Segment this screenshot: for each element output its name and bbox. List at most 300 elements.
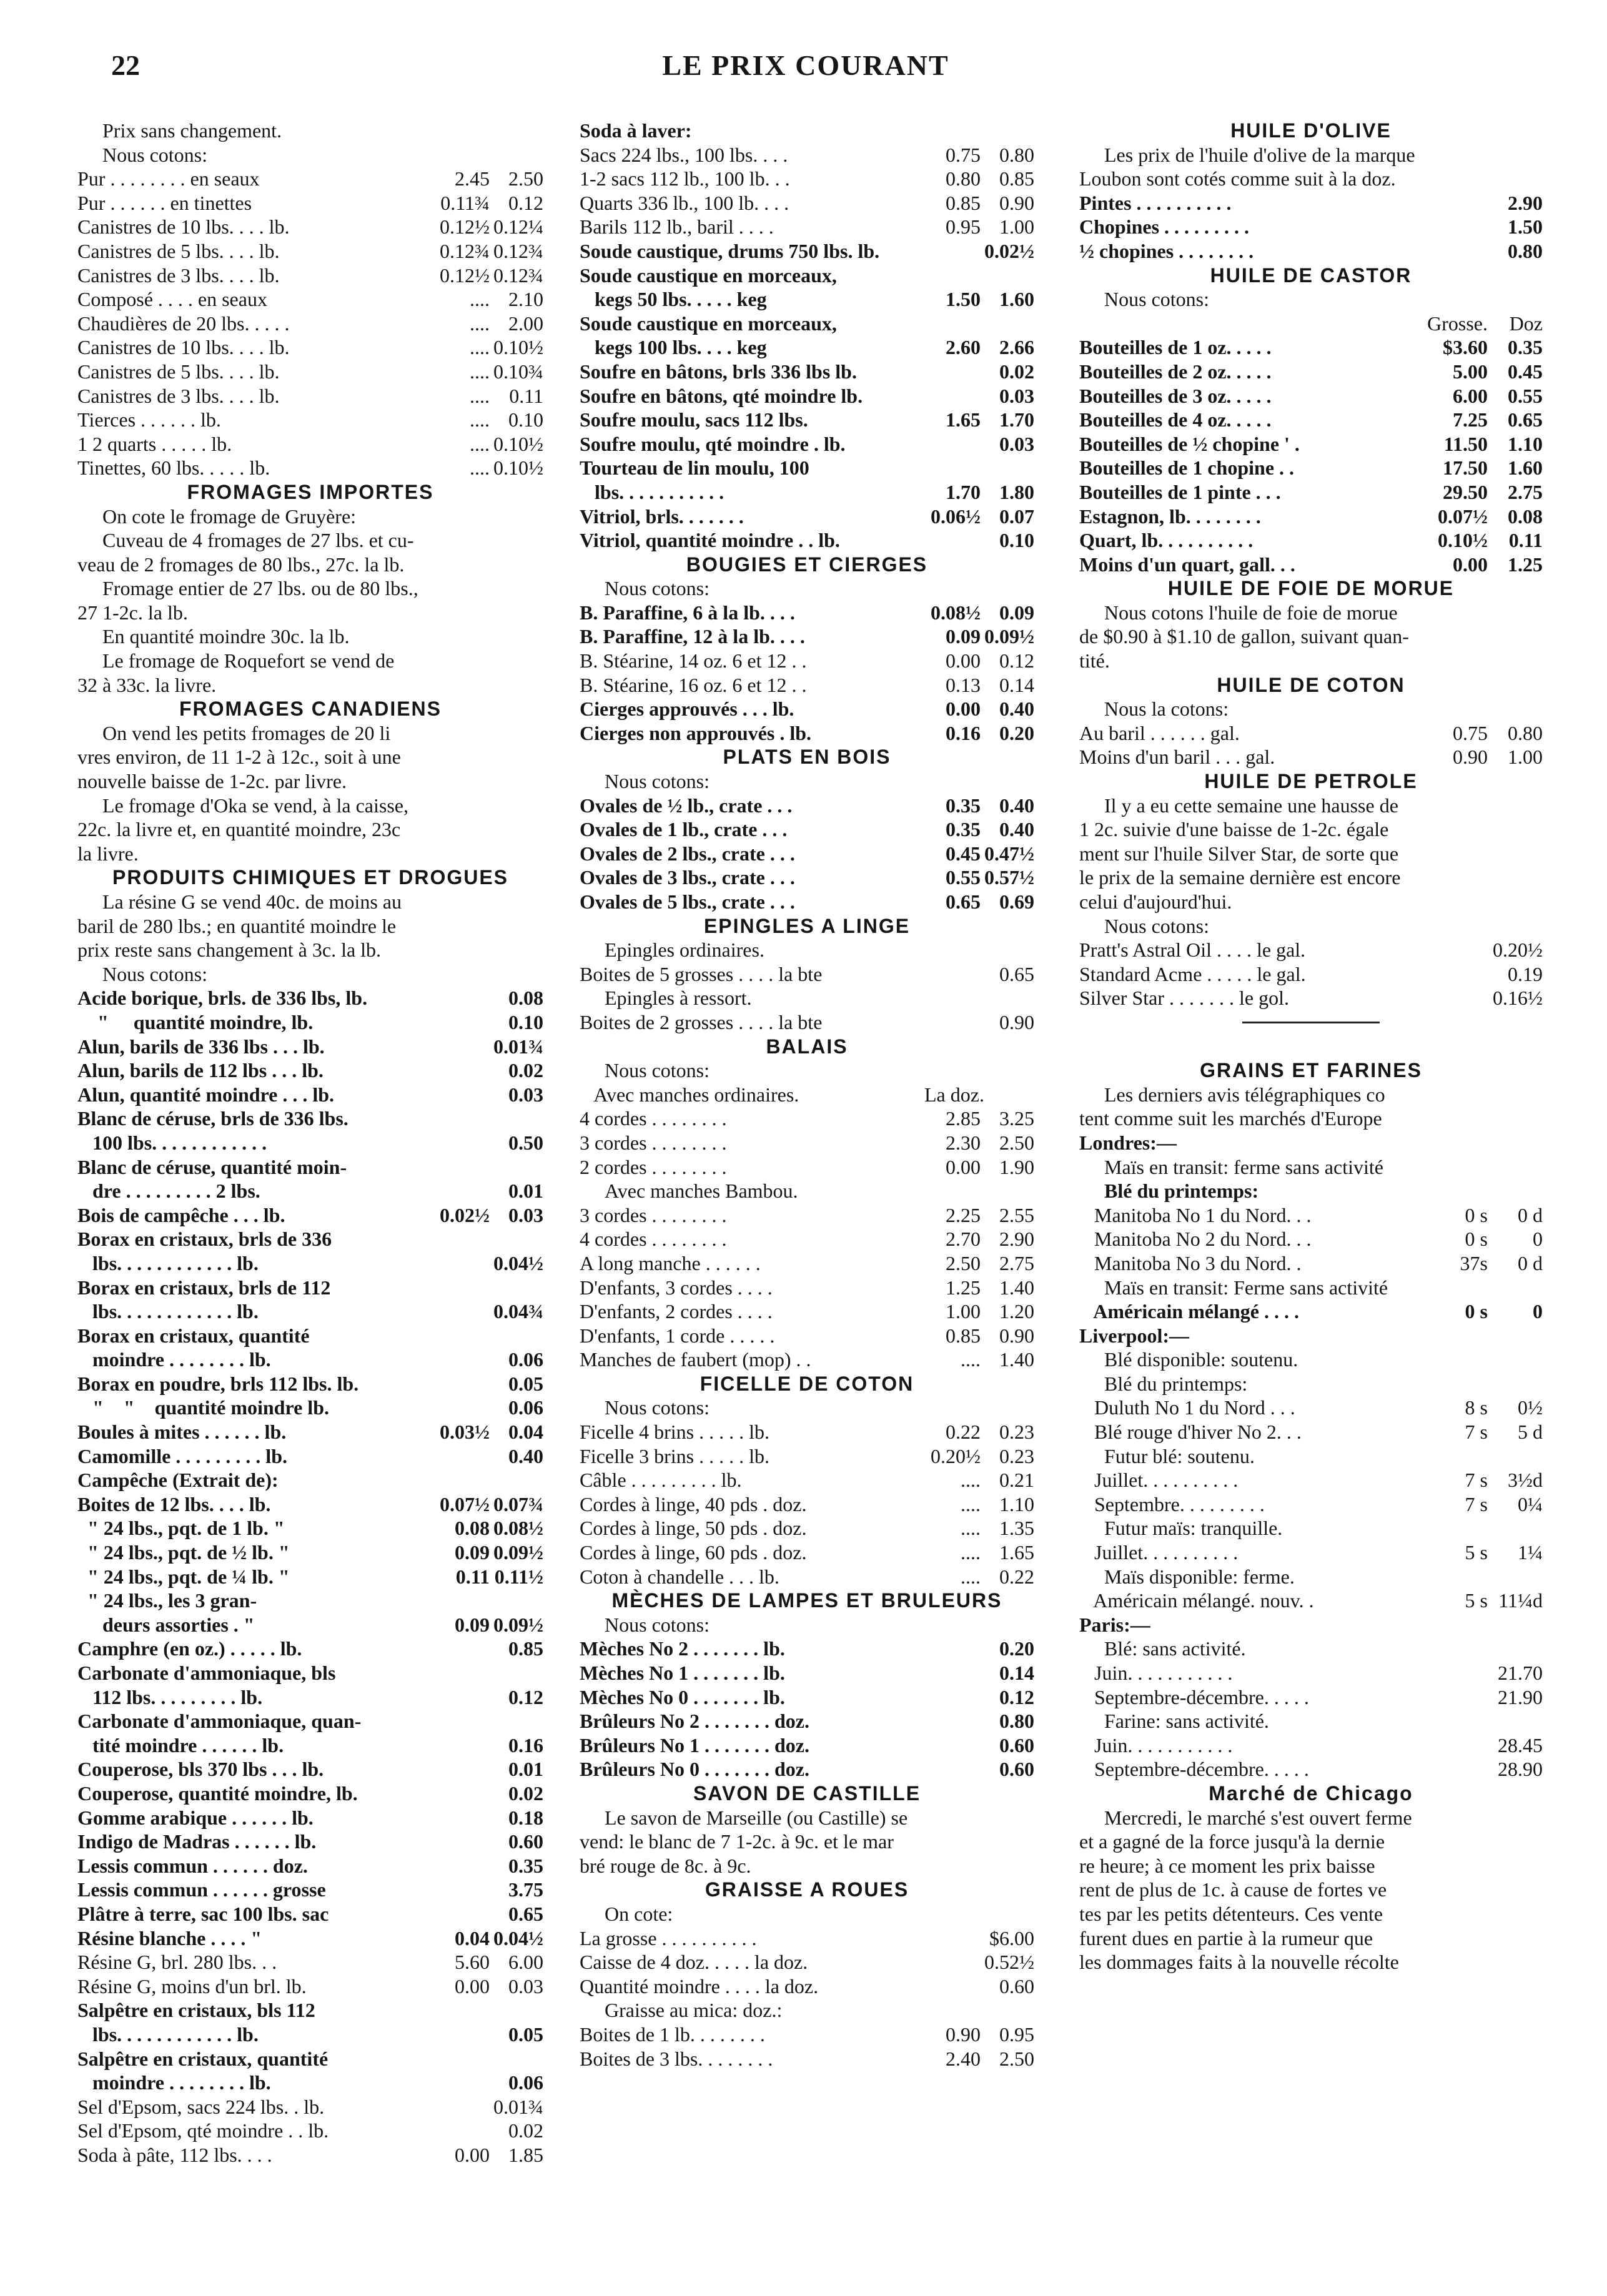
item-label: " 24 lbs., pqt. de ½ lb. " [77,1541,290,1564]
item-label: kegs 50 lbs. . . . . keg [580,288,767,311]
price-row [77,1637,543,1661]
item-label: Septembre. . . . . . . . . [1079,1492,1265,1515]
section-heading: GRAINS ET FARINES [1200,1059,1422,1082]
price-high: 0.08½ [493,1517,543,1540]
price-row [580,601,1034,625]
price-row [77,1492,543,1517]
price-row [77,1251,543,1276]
price-row [77,1854,543,1878]
price-row [580,1010,1034,1035]
price-low: 0.00 [455,1974,490,1998]
price-high: 1.10 [1508,432,1543,455]
item-label: Tourteau de lin moulu, 100 [580,456,809,480]
item-label: Boites de 12 lbs. . . . lb. [77,1492,271,1515]
price-high: 0 [1533,1300,1543,1323]
price-low: 0.80 [946,167,981,190]
price-row [77,1613,543,1637]
text-line: tent comme suit les marchés d'Europe [1079,1107,1382,1130]
price-low: 6.00 [1453,384,1488,407]
price-high: 0.12 [508,1685,543,1708]
text-line: Blé disponible: soutenu. [1104,1348,1298,1371]
price-high: 28.90 [1498,1758,1543,1781]
price-row [77,1010,543,1035]
price-low: .... [961,1469,981,1492]
price-high: 2.66 [999,336,1034,359]
price-high: 3½d [1508,1469,1543,1492]
text-line: Blé du printemps: [1104,1372,1248,1395]
text-line: vres environ, de 11 1-2 à 12c., soit à une [77,746,401,769]
price-row [580,624,1034,649]
item-label: Caisse de 4 doz. . . . . la doz. [580,1951,808,1974]
text-line: les dommages faits à la nouvelle récolte [1079,1951,1399,1974]
item-label: Couperose, quantité moindre, lb. [77,1781,358,1805]
price-low: .... [961,1565,981,1588]
price-row [77,1420,543,1444]
text-line: de $0.90 à $1.10 de gallon, suivant quan- [1079,625,1409,648]
item-label: Canistres de 3 lbs. . . . lb. [77,264,280,287]
price-row [77,2143,543,2167]
item-label: Brûleurs No 2 . . . . . . . doz. [580,1710,809,1733]
price-row [77,1058,543,1083]
price-row [77,1830,543,1854]
price-high: 0.20 [999,721,1034,744]
price-row [1079,1227,1543,1251]
price-row [77,1709,543,1733]
text-line: Loubon sont cotés comme suit à la doz. [1079,167,1396,190]
price-row [77,264,543,288]
price-low: 0.09 [455,1613,490,1636]
price-high: 0.12¾ [493,264,543,287]
price-low: 0.00 [946,697,981,721]
price-row [77,1131,543,1155]
price-row [580,1540,1034,1565]
price-low: 1.70 [946,480,981,503]
section-heading: PLATS EN BOIS [723,746,891,769]
price-low: 0.12½ [440,264,490,287]
price-high: 0.03 [508,1974,543,1998]
price-low: 0.45 [946,842,981,865]
text-line: Farine: sans activité. [1104,1710,1269,1733]
text-line: rent de plus de 1c. à cause de fortes ve [1079,1878,1387,1901]
text-line: nouvelle baisse de 1-2c. par livre. [77,770,347,793]
item-label: Boules à mites . . . . . . lb. [77,1421,287,1444]
item-label: Ovales de ½ lb., crate . . . [580,794,793,817]
price-high: 2.50 [999,2047,1034,2070]
price-high: 1.85 [508,2143,543,2166]
price-high: 1.00 [1508,746,1543,769]
price-low: 7 s [1465,1421,1488,1444]
price-high: 0 d [1518,1251,1543,1274]
item-label: Standard Acme . . . . . le gal. [1079,962,1306,985]
price-high: 0.85 [508,1637,543,1660]
price-low: 0.03½ [440,1421,490,1444]
price-row [77,2071,543,2095]
price-high: 2.75 [999,1251,1034,1274]
price-row [77,1444,543,1469]
price-row [580,191,1034,215]
price-high: 28.45 [1498,1733,1543,1756]
text-line: Nous cotons l'huile de foie de morue [1104,601,1398,624]
item-label: Manitoba No 1 du Nord. . . [1079,1203,1312,1226]
price-low: 2.45 [455,167,490,190]
price-row [1079,312,1543,336]
item-label: 3 cordes . . . . . . . . [580,1203,727,1226]
price-row [77,1565,543,1589]
price-high: 0¼ [1518,1492,1543,1515]
price-low: 5.00 [1453,360,1488,383]
item-label: moindre . . . . . . . . lb. [77,2071,271,2094]
item-label: Mèches No 1 . . . . . . . lb. [580,1662,785,1684]
price-high: 0.95 [999,2023,1034,2046]
price-low: 0.07½ [1438,505,1488,528]
price-high: 0.02 [508,1059,543,1082]
price-row [77,287,543,312]
item-label: Camphre (en oz.) . . . . . lb. [77,1637,302,1660]
price-row [580,649,1034,673]
price-row [77,1106,543,1131]
price-high: 5 d [1518,1421,1543,1444]
text-line: furent dues en partie à la rumeur que [1079,1926,1373,1949]
price-low: 0.00 [455,2143,490,2166]
item-label: Alun, barils de 112 lbs . . . lb. [77,1059,324,1082]
price-high: 0.65 [999,962,1034,985]
price-row [77,1035,543,1059]
price-row [580,1324,1034,1348]
section-heading: FROMAGES CANADIENS [179,697,442,721]
price-low: 2.30 [946,1131,981,1154]
item-label: Cordes à linge, 40 pds . doz. [580,1492,807,1515]
price-row [1079,432,1543,456]
price-high: 0.10½ [493,456,543,480]
section-heading: HUILE DE COTON [1217,673,1405,696]
section-heading: HUILE DE FOIE DE MORUE [1167,577,1455,600]
price-row [77,986,543,1010]
item-label: Canistres de 10 lbs. . . . lb. [77,215,290,239]
price-high: 1.60 [999,288,1034,311]
price-high: 1.25 [1508,553,1543,576]
price-row [580,456,1034,480]
price-high: 0.80 [1508,721,1543,744]
item-label: Boites de 1 lb. . . . . . . . [580,2023,765,2046]
price-high: 0.18 [508,1806,543,1829]
price-low: 7 s [1465,1492,1488,1515]
item-label: Soude caustique, drums 750 lbs. lb. [580,239,880,262]
price-row [1079,1299,1543,1324]
price-high: 0.04 [508,1421,543,1444]
text-line: la livre. [77,842,139,865]
price-low: 0.75 [1453,721,1488,744]
item-label: Boites de 3 lbs. . . . . . . . [580,2047,773,2070]
item-label: Tinettes, 60 lbs. . . . . lb. [77,456,270,480]
text-line: Paris:— [1079,1613,1150,1636]
item-label: 2 cordes . . . . . . . . [580,1155,727,1178]
item-label: Tierces . . . . . . lb. [77,408,221,431]
price-high: 0.08 [508,987,543,1010]
price-high: 0.10 [999,529,1034,552]
item-label: Boites de 2 grosses . . . . la bte [580,1010,823,1033]
item-label: Lessis commun . . . . . . doz. [77,1854,308,1877]
item-label: 1-2 sacs 112 lb., 100 lb. . . [580,167,790,190]
price-row [580,1565,1034,1589]
price-high: 1.10 [999,1492,1034,1515]
item-label: Bouteilles de 1 oz. . . . . [1079,336,1272,359]
price-high: 1¼ [1518,1541,1543,1564]
text-line: 32 à 33c. la livre. [77,673,217,696]
item-label: Avec manches ordinaires. [580,1083,799,1106]
price-row [1079,191,1543,215]
price-high: 0.14 [999,1662,1034,1684]
section-heading: HUILE DE CASTOR [1210,264,1412,287]
item-label: Ficelle 3 brins . . . . . lb. [580,1444,769,1467]
text-line: Les prix de l'huile d'olive de la marque [1104,143,1415,166]
price-low: 11.50 [1443,432,1488,455]
price-high: 0.45 [1508,360,1543,383]
text-line: Nous cotons: [605,577,710,600]
price-row [580,215,1034,239]
item-label: Soude caustique en morceaux, [580,312,837,335]
price-high: 0.06 [508,2071,543,2094]
price-row [1079,1251,1543,1276]
price-low: 0.07½ [440,1492,490,1515]
item-label: Pur . . . . . . en tinettes [77,191,252,214]
price-high: 0.01¾ [493,1035,543,1058]
item-label: Quart, lb. . . . . . . . . . [1079,529,1253,552]
price-row [580,865,1034,890]
price-low: 5.60 [455,1951,490,1974]
text-line: Le savon de Marseille (ou Castille) se [605,1806,908,1829]
text-line: Futur blé: soutenu. [1104,1444,1255,1467]
price-high: 0.80 [999,143,1034,166]
price-low: 2.85 [946,1107,981,1130]
item-label: Boites de 5 grosses . . . . la bte [580,962,823,985]
price-row [77,1926,543,1951]
item-label: Bouteilles de 1 chopine . . [1079,456,1295,480]
price-row [77,1781,543,1806]
price-low: 2.25 [946,1203,981,1226]
price-low: 7.25 [1453,408,1488,431]
price-row [580,1155,1034,1180]
text-line: Nous cotons: [1104,914,1209,937]
item-label: " " quantité moindre lb. [77,1396,329,1419]
item-label: Sel d'Epsom, sacs 224 lbs. . lb. [77,2095,325,2118]
price-high: 0.02 [508,1781,543,1805]
item-label: ½ chopines . . . . . . . . [1079,239,1254,262]
item-label: D'enfants, 3 cordes . . . . [580,1276,773,1299]
price-row [77,191,543,215]
price-high: 0.60 [999,1758,1034,1781]
price-row [580,1757,1034,1781]
price-low: .... [470,288,490,311]
item-label: Juin. . . . . . . . . . . [1079,1662,1233,1684]
price-low: 0.11 [455,1565,490,1588]
price-high: 0.10 [508,408,543,431]
price-row [580,673,1034,697]
price-row [580,1276,1034,1300]
text-line: tité. [1079,649,1110,673]
price-row [1079,335,1543,360]
price-row [1079,408,1543,432]
item-label: Camomille . . . . . . . . . lb. [77,1444,287,1467]
section-heading: SAVON DE CASTILLE [693,1781,921,1805]
price-high: 0.09½ [493,1541,543,1564]
price-high: 0.47½ [984,842,1034,865]
item-label: Manches de faubert (mop) . . [580,1348,811,1371]
text-line: re heure; à ce moment les prix baisse [1079,1854,1375,1877]
price-high: 0.16½ [1493,987,1543,1010]
price-high: 0.10½ [493,432,543,455]
price-low: 0.16 [946,721,981,744]
price-high: 0.07 [999,505,1034,528]
price-row [580,1348,1034,1372]
section-heading: Marché de Chicago [1209,1781,1413,1805]
price-low: .... [470,432,490,455]
price-high: 2.10 [508,288,543,311]
text-line: Graisse au mica: doz.: [605,1999,783,2022]
price-row [580,2047,1034,2071]
item-label: Canistres de 5 lbs. . . . lb. [77,360,280,383]
price-row [77,1227,543,1251]
price-high: 1.70 [999,408,1034,431]
price-high: 0.40 [999,697,1034,721]
text-line: tes par les petits détenteurs. Ces vente [1079,1902,1383,1925]
price-row [77,1083,543,1107]
item-label: Américain mélangé. nouv. . [1079,1589,1314,1612]
text-line: Nous cotons: [605,1059,710,1082]
text-line: Nous cotons: [605,1396,710,1419]
item-label: Brûleurs No 0 . . . . . . . doz. [580,1758,809,1781]
item-label: Indigo de Madras . . . . . . lb. [77,1830,317,1853]
price-row [1079,1396,1543,1420]
price-row [77,1324,543,1348]
price-high: 0.65 [508,1902,543,1925]
price-high: 0.80 [1508,239,1543,262]
item-label: Composé . . . . en seaux [77,288,267,311]
price-high: 0.03 [999,432,1034,455]
item-label: Pintes . . . . . . . . . . [1079,191,1232,214]
price-row [77,408,543,432]
price-high: 21.90 [1498,1685,1543,1708]
page-title: LE PRIX COURANT [662,49,949,81]
column-3 [1079,119,1543,1974]
price-row [580,1733,1034,1758]
price-low: .... [961,1348,981,1371]
item-label: Soufre en bâtons, brls 336 lbs lb. [580,360,857,383]
price-row [580,1083,1034,1107]
item-label: " 24 lbs., pqt. de ¼ lb. " [77,1565,290,1588]
text-line: Cuveau de 4 fromages de 27 lbs. et cu- [102,529,414,552]
item-label: Cordes à linge, 50 pds . doz. [580,1517,807,1540]
item-label: Soufre moulu, qté moindre . lb. [580,432,846,455]
item-label: lbs. . . . . . . . . . . . lb. [77,2023,259,2046]
price-low: 1.00 [946,1300,981,1323]
price-low: 0.35 [946,794,981,817]
item-label: Borax en poudre, brls 112 lbs. lb. [77,1372,359,1395]
price-row [1079,1492,1543,1517]
price-row [77,1372,543,1396]
item-label: Bouteilles de ½ chopine ' . [1079,432,1300,455]
price-high: 0.19 [1508,962,1543,985]
price-high: 0 [1533,1228,1543,1251]
item-label: Soda à laver: [580,119,692,142]
item-label: " 24 lbs., pqt. de 1 lb. " [77,1517,285,1540]
price-row [580,143,1034,167]
price-row [1079,1685,1543,1710]
price-high: 1.50 [1508,215,1543,239]
price-high: 0.06 [508,1396,543,1419]
item-label: Septembre-décembre. . . . . [1079,1758,1309,1781]
price-row [77,2119,543,2143]
item-label: 1 2 quarts . . . . . lb. [77,432,232,455]
price-high: 2.50 [999,1131,1034,1154]
item-label: Blanc de céruse, brls de 336 lbs. [77,1107,349,1130]
price-high: 1.40 [999,1348,1034,1371]
price-row [580,2023,1034,2047]
price-row [1079,1733,1543,1758]
item-label: Sel d'Epsom, qté moindre . . lb. [77,2119,329,2142]
price-high: 0½ [1518,1396,1543,1419]
price-high: 0.10¾ [493,360,543,383]
price-row [580,264,1034,288]
price-high: 0.05 [508,2023,543,2046]
price-row [77,167,543,191]
price-row [580,1131,1034,1155]
price-row [580,1420,1034,1444]
price-high: 0.35 [508,1854,543,1877]
price-low: 0.02½ [440,1203,490,1226]
item-label: Coton à chandelle . . . lb. [580,1565,779,1588]
text-line: celui d'aujourd'hui. [1079,890,1232,913]
price-row [580,360,1034,384]
item-label: Salpêtre en cristaux, quantité [77,2047,329,2070]
price-row [1079,1540,1543,1565]
item-label: kegs 100 lbs. . . . keg [580,336,767,359]
rule-line [1242,1022,1380,1023]
item-label: Soufre moulu, sacs 112 lbs. [580,408,808,431]
price-high: 21.70 [1498,1662,1543,1684]
price-high: 0.69 [999,890,1034,913]
price-high: 0.40 [508,1444,543,1467]
item-label: dre . . . . . . . . . 2 lbs. [77,1180,260,1203]
price-high: 1.65 [999,1541,1034,1564]
price-high: 1.35 [999,1517,1034,1540]
price-low: 0.10½ [1438,529,1488,552]
section-heading: BOUGIES ET CIERGES [686,553,928,576]
item-label: Carbonate d'ammoniaque, bls [77,1662,336,1684]
price-high: 0.52½ [984,1951,1034,1974]
text-line: 1 2c. suivie d'une baisse de 1-2c. égale [1079,818,1389,841]
price-row [77,1950,543,1974]
text-line: bré rouge de 8c. à 9c. [580,1854,751,1877]
item-label: Américain mélangé . . . . [1079,1300,1299,1323]
price-low: 0.20½ [931,1444,981,1467]
price-low: Grosse. [1427,312,1488,335]
item-label: lbs. . . . . . . . . . . [580,480,724,503]
text-line: Prix sans changement. [102,119,282,142]
item-label: Câble . . . . . . . . . lb. [580,1469,742,1492]
section-heading: PRODUITS CHIMIQUES ET DROGUES [112,866,509,889]
item-label: Cierges non approuvés . lb. [580,721,812,744]
price-high: 1.00 [999,215,1034,239]
item-label: deurs assorties . " [77,1613,255,1636]
text-line: Nous cotons: [102,143,207,166]
price-row [77,384,543,408]
price-high: 3.25 [999,1107,1034,1130]
price-row [1079,938,1543,962]
price-row [580,1926,1034,1951]
price-high: 0.50 [508,1131,543,1154]
price-high: 0.07¾ [493,1492,543,1515]
item-label: Blé rouge d'hiver No 2. . . [1079,1421,1302,1444]
